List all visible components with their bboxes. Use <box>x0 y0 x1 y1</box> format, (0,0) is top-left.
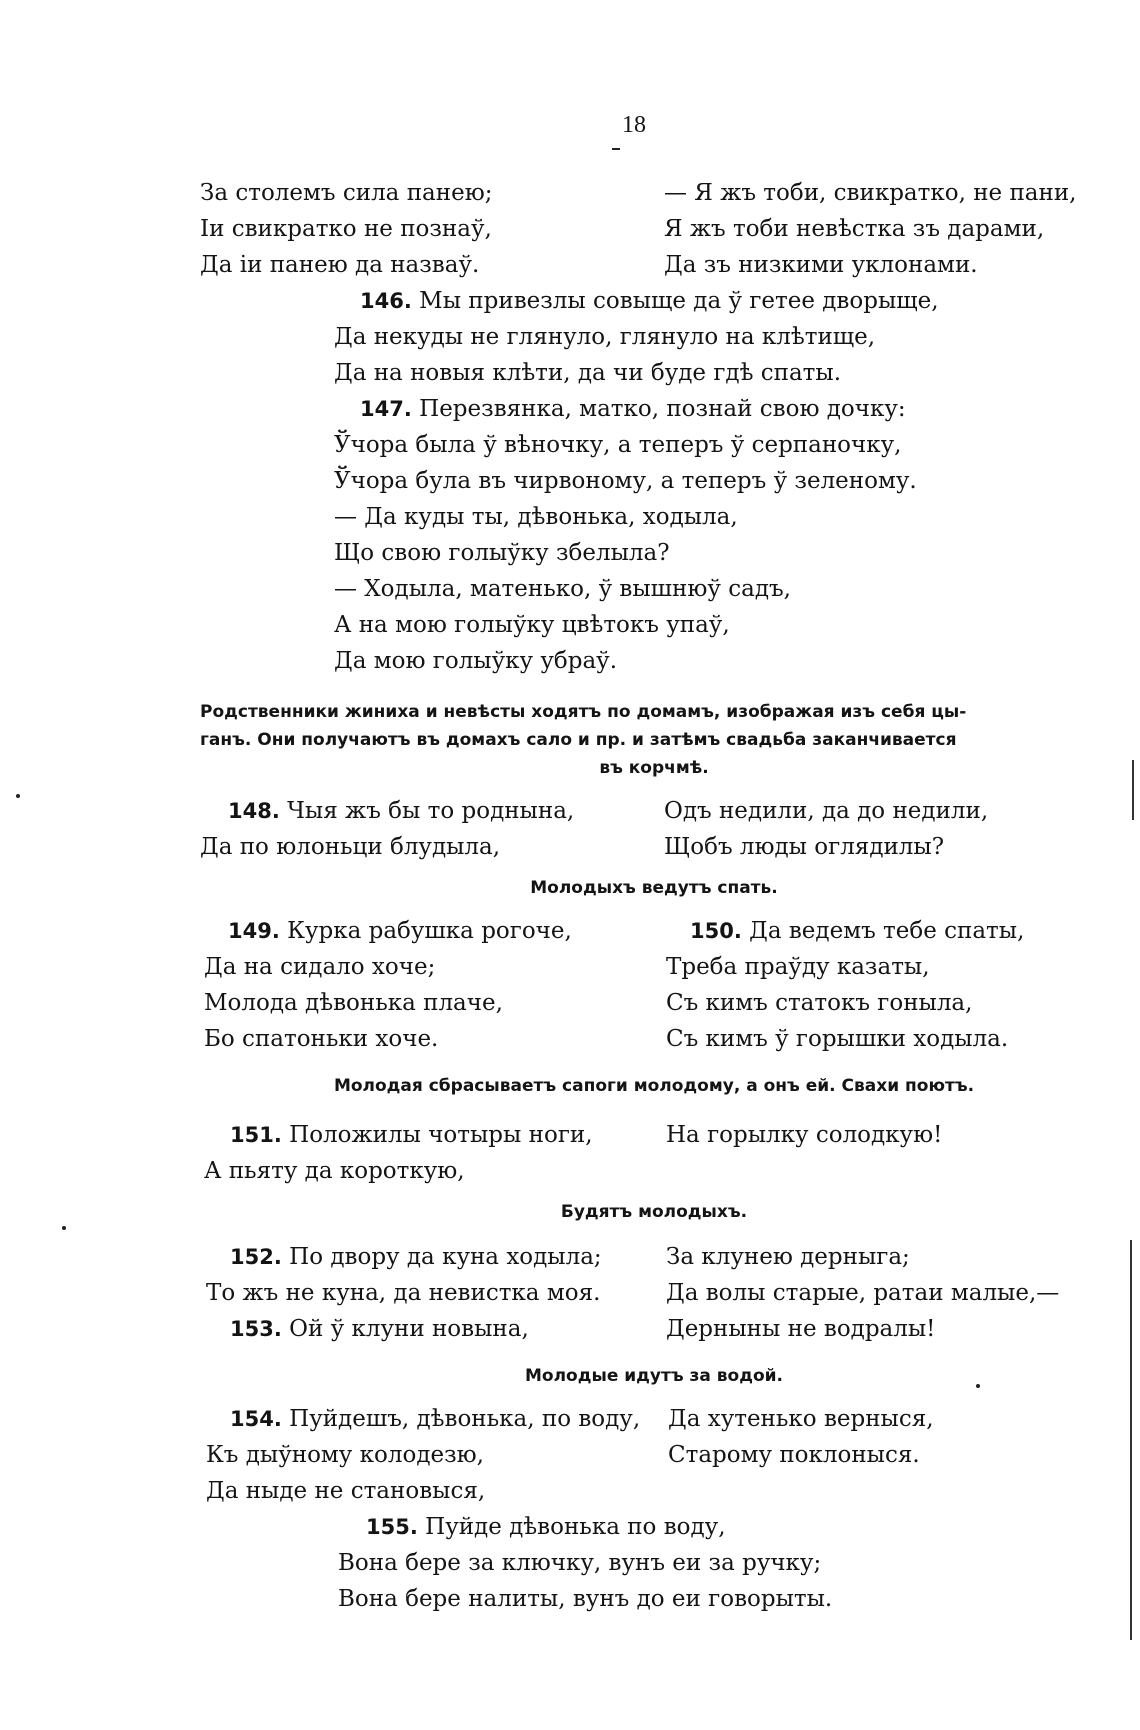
verse-line: Старому поклоныся. <box>668 1442 920 1468</box>
verse-line-153: 153. Ой ў клуни новына, <box>230 1316 529 1342</box>
song-number: 151. <box>230 1123 282 1147</box>
verse-line: Молода дѣвонька плаче, <box>204 990 503 1016</box>
song-number: 149. <box>228 919 280 943</box>
song-number: 147. <box>360 397 412 421</box>
song-number: 146. <box>360 289 412 313</box>
stage-direction: Молодая сбрасываетъ сапоги молодому, а онъ ей. Свахи поютъ. <box>333 1076 975 1096</box>
stage-direction: Родственники жиниха и невѣсты ходятъ по домамъ, изображая изъ себя цы- <box>200 702 967 722</box>
verse-line-151: 151. Положилы чотыры ноги, <box>230 1122 593 1148</box>
song-number: 152. <box>230 1245 282 1269</box>
verse-line: А пьяту да короткую, <box>204 1158 465 1184</box>
verse-line-146: 146. Мы привезлы совыще да ў гетее дворыще, <box>360 288 939 314</box>
verse-line: Да іи панею да назваў. <box>200 252 480 278</box>
verse-line: Да волы старые, ратаи малые,— <box>666 1280 1060 1306</box>
verse-line: Що свою голыўку збелыла? <box>334 540 670 566</box>
verse-line: За клунею дерныга; <box>666 1244 910 1270</box>
verse-line-152: 152. По двору да куна ходыла; <box>230 1244 602 1270</box>
verse-line: Щобъ люды оглядилы? <box>664 834 945 860</box>
stage-direction: Будятъ молодыхъ. <box>560 1202 748 1222</box>
verse-line: На горылку солодкую! <box>666 1122 943 1148</box>
verse-line: Бо спатоньки хоче. <box>204 1026 439 1052</box>
verse-line-155: 155. Пуйде дѣвонька по воду, <box>366 1514 726 1540</box>
verse-line: То жъ не куна, да невистка моя. <box>206 1280 601 1306</box>
verse-line: За столемъ сила панею; <box>200 180 493 206</box>
verse-line: Іи свикратко не познаў, <box>200 216 492 242</box>
verse-line-147: 147. Перезвянка, матко, познай свою дочку: <box>360 396 906 422</box>
verse-line: Да некуды не глянуло, глянуло на клѣтище, <box>334 324 876 350</box>
verse-line: А на мою голыўку цвѣтокъ упаў, <box>334 612 730 638</box>
verse-line: Я жъ тоби невѣстка зъ дарами, <box>664 216 1045 242</box>
scan-speck <box>62 1226 66 1230</box>
song-number: 148. <box>228 799 280 823</box>
verse-line-154: 154. Пуйдешъ, дѣвонька, по воду, <box>230 1406 641 1432</box>
verse-line-150: 150. Да ведемъ тебе спаты, <box>690 918 1025 944</box>
verse-line: Да на новыя клѣти, да чи буде гдѣ спаты. <box>334 360 842 386</box>
song-number: 153. <box>230 1317 282 1341</box>
stage-direction: ганъ. Они получаютъ въ домахъ сало и пр. и затѣмъ свадьба заканчивается <box>200 730 957 750</box>
verse-line: Съ кимъ статокъ гоныла, <box>666 990 973 1016</box>
page-number-mark <box>612 148 620 150</box>
verse-line: Одъ недили, да до недили, <box>664 798 989 824</box>
song-number: 154. <box>230 1407 282 1431</box>
verse-line: Треба праўду казаты, <box>666 954 930 980</box>
verse-line: Да хутенько верныся, <box>668 1406 934 1432</box>
page-edge-shadow <box>1132 760 1134 820</box>
verse-line: Дерныны не водралы! <box>666 1316 936 1342</box>
page-number: 18 <box>622 112 646 138</box>
verse-line: Да мою голыўку убраў. <box>334 648 618 674</box>
verse-line: Да ныде не становыся, <box>206 1478 486 1504</box>
verse-line: Да по юлоньци блудыла, <box>200 834 501 860</box>
song-number: 150. <box>690 919 742 943</box>
stage-direction: Молодыхъ ведутъ спать. <box>530 878 778 898</box>
verse-line: Съ кимъ ў горышки ходыла. <box>666 1026 1009 1052</box>
stage-direction: Молодые идутъ за водой. <box>524 1366 784 1386</box>
verse-line-149: 149. Курка рабушка рогоче, <box>228 918 572 944</box>
verse-line: — Да куды ты, дѣвонька, ходыла, <box>334 504 738 530</box>
verse-line: Ўчора була въ чирвоному, а теперъ ў зеленому. <box>334 468 917 494</box>
verse-line: — Я жъ тоби, свикратко, не пани, <box>664 180 1077 206</box>
verse-line: — Ходыла, матенько, ў вышнюў садъ, <box>334 576 791 602</box>
verse-line: Да зъ низкими уклонами. <box>664 252 978 278</box>
scan-speck <box>976 1384 980 1388</box>
verse-line-148: 148. Чыя жъ бы то роднына, <box>228 798 575 824</box>
scan-speck <box>16 794 20 798</box>
song-number: 155. <box>366 1515 418 1539</box>
verse-line: Да на сидало хоче; <box>204 954 436 980</box>
verse-line: Къ дыўному колодезю, <box>206 1442 484 1468</box>
verse-line: Вона бере налиты, вунъ до еи говорыты. <box>338 1586 833 1612</box>
page-edge-shadow <box>1130 1240 1132 1640</box>
verse-line: Ўчора была ў вѣночку, а теперъ ў серпаночку, <box>334 432 902 458</box>
verse-line: Вона бере за ключку, вунъ еи за ручку; <box>338 1550 822 1576</box>
stage-direction: въ корчмѣ. <box>599 758 709 778</box>
